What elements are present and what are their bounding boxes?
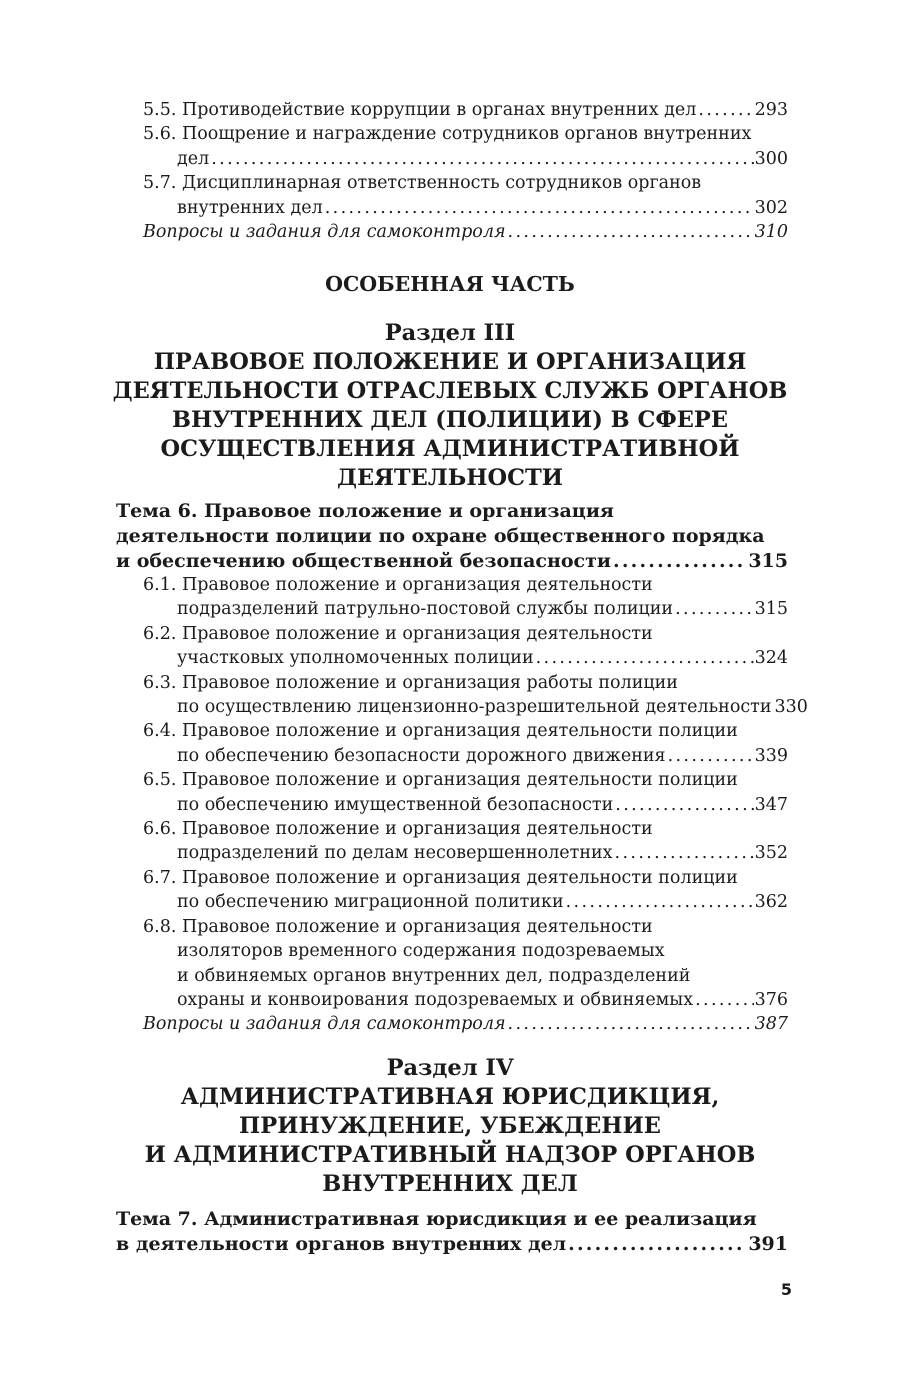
toc-entry-6-8[interactable] [116, 915, 788, 1013]
toc-entry-title: 6.7. Правовое положение и организация деятельности полиции [143, 867, 738, 888]
toc-entry-self-check-5[interactable] [116, 220, 788, 244]
toc-entry-self-check-6[interactable] [116, 1012, 788, 1036]
toc-page-number: 293 [754, 100, 788, 120]
leader-dots [668, 744, 754, 768]
toc-entry-title-cont: по обеспечению безопасности дорожного движения [177, 745, 666, 766]
toc-entry-6-2[interactable] [116, 622, 788, 671]
section-4-title-line: ПРИНУЖДЕНИЕ, УБЕЖДЕНИЕ [239, 1113, 661, 1139]
topic-title-line: и обеспечению общественной безопасности [116, 550, 611, 572]
toc-page-number: 315 [754, 599, 788, 620]
toc-page-number: 300 [754, 148, 788, 169]
toc-entry-title-cont: по осуществлению лицензионно-разрешительной деятельности [177, 697, 772, 718]
toc-entry-title-cont: внутренних дел [177, 197, 323, 218]
topic-title-line: в деятельности органов внутренних дел [116, 1233, 567, 1255]
section-3-title-line: ДЕЯТЕЛЬНОСТИ [336, 465, 564, 491]
toc-page-number: 310 [754, 222, 788, 243]
leader-dots [508, 1012, 754, 1036]
special-part-heading: ОСОБЕННАЯ ЧАСТЬ [325, 272, 575, 296]
toc-entry-title: 6.6. Правовое положение и организация деятельности [143, 819, 653, 840]
topic-title-line: деятельности полиции по охране общественного порядка [116, 525, 765, 547]
toc-entry-6-1[interactable] [116, 573, 788, 622]
toc-page-number: 347 [754, 794, 788, 815]
toc-page-number: 315 [748, 550, 788, 572]
toc-entry-6-7[interactable] [116, 866, 788, 915]
section-3-title-line: ВНУТРЕННИХ ДЕЛ (ПОЛИЦИИ) В СФЕРЕ [171, 407, 728, 433]
toc-entry-title-cont: участковых уполномоченных полиции [177, 648, 534, 669]
leader-dots [566, 890, 754, 914]
leader-dots [536, 646, 754, 670]
leader-dots [508, 220, 754, 244]
toc-entry-title-cont: подразделений патрульно-постовой службы полиции [177, 599, 674, 620]
section-4-label: Раздел IV [386, 1055, 514, 1081]
toc-entry-6-4[interactable] [116, 719, 788, 768]
toc-entry-title: Вопросы и задания для самоконтроля [143, 222, 506, 243]
section-4-title-line: АДМИНИСТРАТИВНАЯ ЮРИСДИКЦИЯ, [180, 1084, 720, 1110]
leader-dots [675, 597, 754, 621]
toc-topic-7[interactable] [116, 1207, 788, 1257]
toc-entry-title: 6.1. Правовое положение и организация деятельности [143, 575, 653, 595]
section-4-title-line: И АДМИНИСТРАТИВНЫЙ НАДЗОР ОРГАНОВ [144, 1142, 756, 1168]
toc-entry-title-cont: изоляторов временного содержания подозреваемых [177, 941, 665, 962]
toc-entry-title: 5.6. Поощрение и награждение сотрудников органов внутренних [143, 124, 752, 145]
toc-block-topic-6 [116, 573, 808, 1037]
toc-page-number: 391 [748, 1233, 788, 1255]
section-3-title-line: ОСУЩЕСТВЛЕНИЯ АДМИНИСТРАТИВНОЙ [160, 436, 740, 462]
toc-entry-5-5[interactable] [116, 98, 788, 122]
leader-dots [615, 793, 753, 817]
toc-entry-title-cont: охраны и конвоирования подозреваемых и обвиняемых [177, 989, 694, 1010]
topic-title-line: Тема 7. Административная юрисдикция и ее реализация [116, 1208, 757, 1230]
toc-topic-6[interactable] [116, 499, 788, 574]
toc-entry-title-cont: и обвиняемых органов внутренних дел, подразделений [177, 965, 691, 986]
leader-dots [211, 147, 753, 171]
toc-entry-title: 6.4. Правовое положение и организация деятельности полиции [143, 721, 738, 742]
section-3-heading [0, 319, 900, 493]
toc-entry-title-cont: по обеспечению имущественной безопасности [177, 794, 614, 815]
section-4-heading [0, 1054, 900, 1199]
leader-dots [613, 549, 746, 574]
topic-title-line: Тема 6. Правовое положение и организация [116, 500, 614, 522]
leader-dots [325, 196, 754, 220]
toc-entry-5-7[interactable] [116, 171, 788, 220]
section-3-title-line: ДЕЯТЕЛЬНОСТИ ОТРАСЛЕВЫХ СЛУЖБ ОРГАНОВ [112, 378, 788, 404]
toc-page-number: 302 [754, 197, 788, 218]
toc-page-number: 362 [754, 892, 788, 913]
toc-entry-title: 6.8. Правовое положение и организация деятельности [143, 916, 653, 937]
toc-entry-title-cont: по обеспечению миграционной политики [177, 892, 564, 913]
toc-entry-5-6[interactable] [116, 122, 788, 171]
toc-page-number: 339 [754, 745, 788, 766]
toc-page-number: 330 [774, 697, 808, 718]
leader-dots [615, 841, 754, 865]
toc-block-top [116, 98, 788, 244]
toc-entry-title-cont: подразделений по делам несовершеннолетних [177, 843, 613, 864]
page-number: 5 [780, 1280, 792, 1299]
toc-entry-title: Вопросы и задания для самоконтроля [143, 1014, 506, 1035]
toc-entry-6-6[interactable] [116, 817, 788, 866]
section-3-title-line: ПРАВОВОЕ ПОЛОЖЕНИЕ И ОРГАНИЗАЦИЯ [153, 349, 747, 375]
leader-dots [695, 988, 754, 1012]
toc-entry-title: 6.3. Правовое положение и организация работы полиции [143, 672, 678, 693]
section-3-label: Раздел III [384, 320, 516, 346]
leader-dots [698, 98, 753, 122]
toc-entry-title: 6.5. Правовое положение и организация деятельности полиции [143, 770, 738, 791]
toc-entry-6-5[interactable] [116, 768, 788, 817]
toc-page-number: 352 [754, 843, 788, 864]
toc-entry-title: 6.2. Правовое положение и организация деятельности [143, 623, 653, 644]
toc-entry-title: 5.5. Противодействие коррупции в органах внутренних дел [143, 100, 697, 120]
toc-entry-title: 5.7. Дисциплинарная ответственность сотрудников органов [143, 173, 702, 194]
toc-entry-6-3[interactable] [116, 671, 808, 720]
leader-dots [568, 1232, 746, 1257]
toc-page-number: 387 [754, 1014, 788, 1035]
toc-entry-title-cont: дел [177, 148, 210, 169]
toc-page-number: 376 [754, 989, 788, 1010]
section-4-title-line: ВНУТРЕННИХ ДЕЛ [322, 1171, 578, 1197]
toc-page-number: 324 [754, 648, 788, 669]
